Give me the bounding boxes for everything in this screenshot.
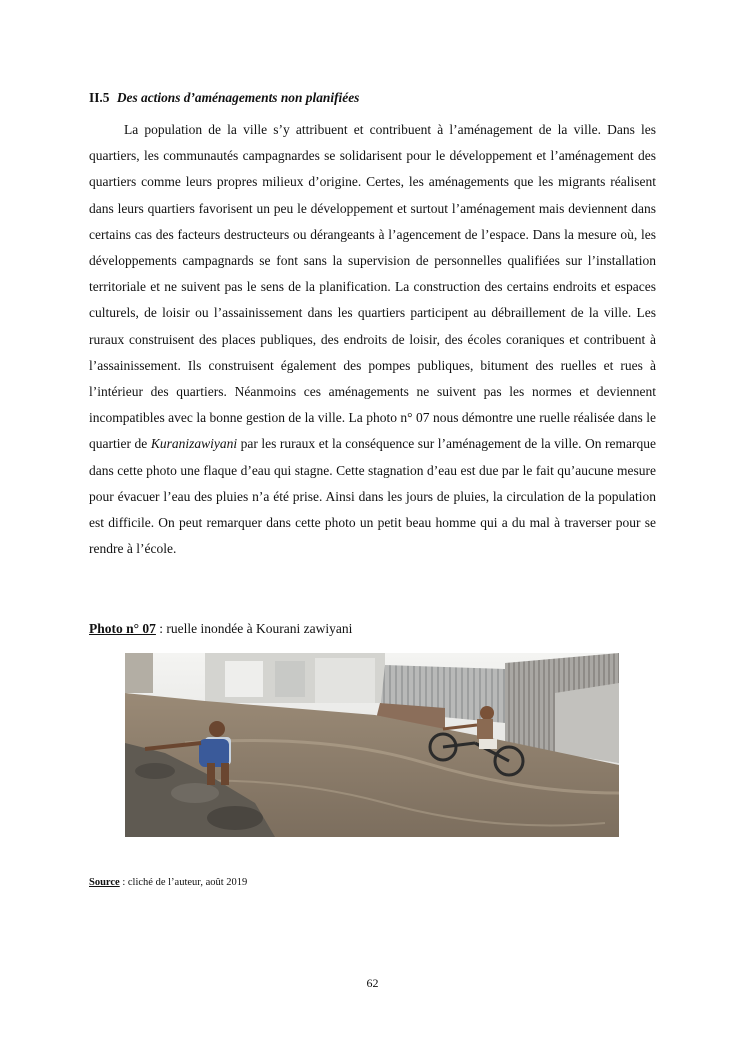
photo-source (89, 876, 247, 890)
body-paragraph (89, 117, 656, 562)
place-name: Kuranizawiyani (150, 436, 238, 452)
photo-caption (89, 620, 656, 638)
section-title: Des actions d’aménagements non planifiées (116, 90, 360, 105)
caption-label: Photo n° 07 (89, 621, 156, 636)
section-heading (89, 89, 669, 107)
flooded-alley-photo (125, 653, 619, 837)
source-label: Source (89, 877, 120, 888)
page-number: 62 (366, 976, 379, 990)
flooded-alley-illustration (125, 653, 619, 837)
section-number: II.5 (89, 90, 110, 105)
paragraph-part2: par les ruraux et la conséquence sur l’aménagement de la ville. On remarque dans cette photo une flaque d’eau qui stagne. Cette stagnation d’eau est due par le fait qu’aucune mesure pour évacuer l’eau des pluies n’a été prise. Ainsi dans les jours de pluies, la circulation de la population est difficile. On peut remarquer dans cette photo un petit beau homme qui a du mal à traverser pour se rendre à l’école. (89, 436, 657, 557)
caption-text: : ruelle inondée à Kourani zawiyani (155, 621, 353, 636)
paragraph-part1: La population de la ville s’y attribuent et contribuent à l’aménagement de la ville. Dans les quartiers, les communautés campagnardes se solidarisent pour le développement et l’aménagement des quartiers comme leurs propres milieux d’origine. Certes, les aménagements que les migrants réalisent dans leurs quartiers favorisent un peu le développement et surtout l’aménagement mais deviennent dans certains cas des facteurs destructeurs ou dérangeants à l’agencement de l’espace. Dans la mesure où, les développements campagnards se font sans la supervision de personnelles qualifiées sur l’installation territoriale et ne suivent pas le sens de la planification. La construction des certains endroits et espaces culturels, de loisir ou l’assainissement dans les quartiers participent au débraillement de la ville. Les ruraux construisent des places publiques, des endroits de loisir, des écoles coraniques et contribuent à l’assainissement. Ils construisent également des pompes publiques, bitument des ruelles et rues à l’intérieur des quartiers. Néanmoins ces aménagements ne suivent pas les normes et deviennent incompatibles avec la bonne gestion de la ville. La photo n° 07 nous démontre une ruelle réalisée dans le quartier de (89, 122, 656, 452)
left-shack (125, 653, 153, 693)
source-text: : cliché de l’auteur, août 2019 (119, 877, 248, 888)
